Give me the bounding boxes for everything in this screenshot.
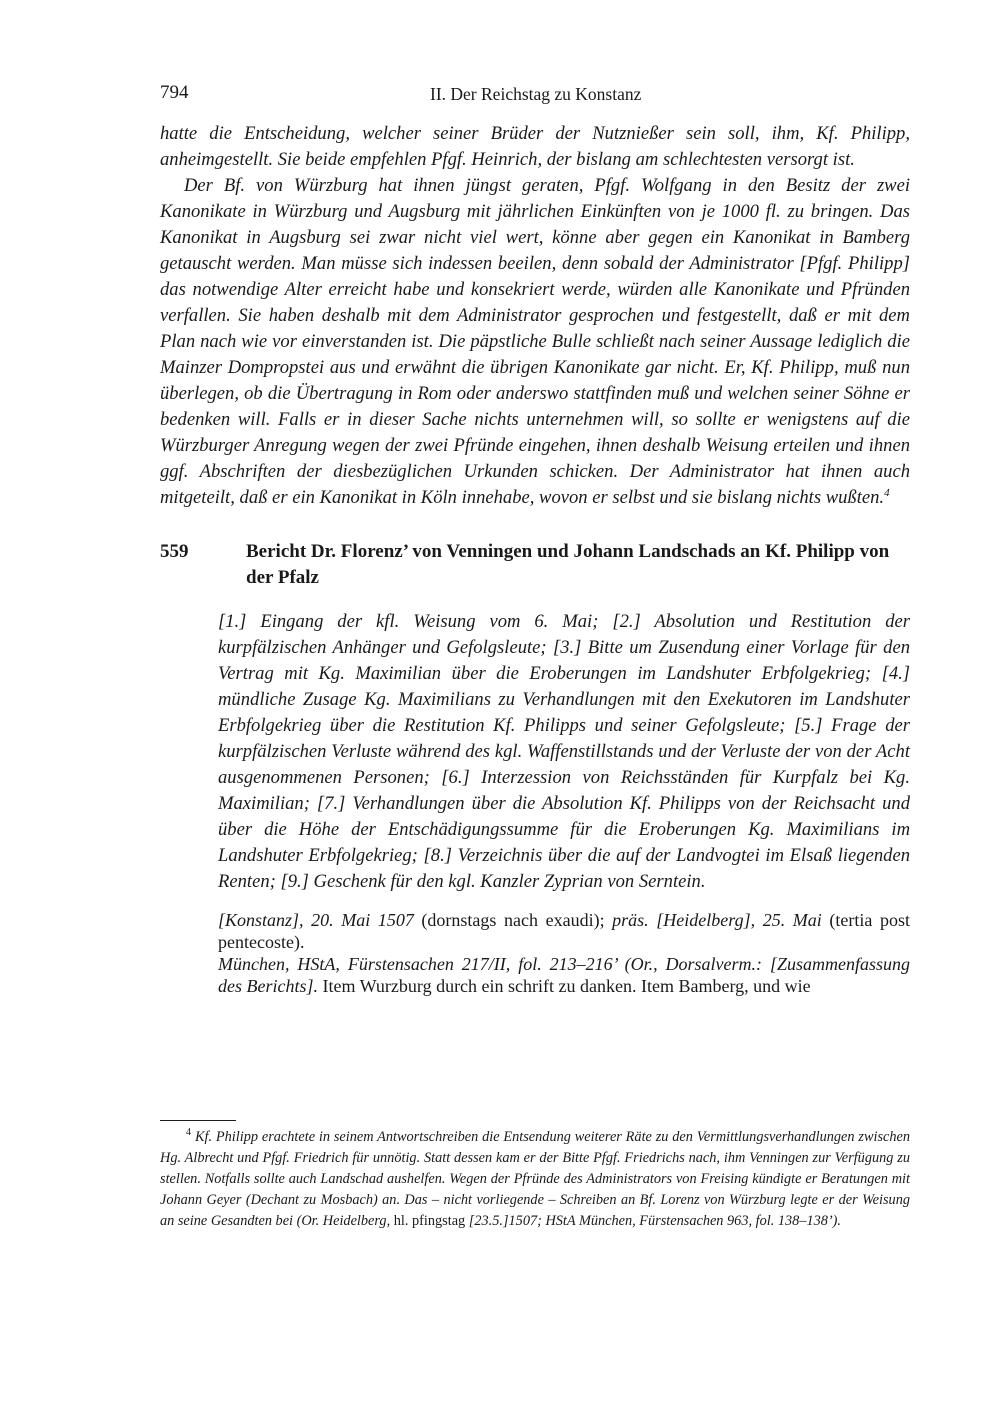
date-text: [Konstanz], 20. Mai 1507 xyxy=(218,910,414,930)
footnote xyxy=(160,1127,910,1232)
document-entry xyxy=(160,539,910,591)
source-quote: Item Wurzburg durch ein schrift zu danken. Item Bamberg, und wie xyxy=(317,976,811,996)
paragraph xyxy=(160,173,910,511)
source-reference: München, HStA, Fürstensachen 217/II, fol. 213–216’ (Or., Dorsalverm.: [Zusammenfassung des Berichts]. xyxy=(218,954,910,996)
entry-regest: [1.] Eingang der kfl. Weisung vom 6. Mai; [2.] Absolution und Restitution der kurpfälzischen Anhänger und Gefolgsleute; [3.] Bitte um Zusendung einer Vorlage für den Vertrag mit Kg. Maximilian über die Eroberungen im Landshuter Erbfolgekrieg; [4.] mündliche Zusage Kg. Maximilians zu Verhandlungen mit den Exekutoren im Landshuter Erbfolgekrieg über die Restitution Kf. Philipps und seiner Gefolgsleute; [5.] Frage der kurpfälzischen Verluste während des kgl. Waffenstillstands und der Verluste der von der Acht ausgenommenen Personen; [6.] Interzession von Reichsständen für Kurpfalz bei Kg. Maximilian; [7.] Verhandlungen über die Absolution Kf. Philipps von der Reichsacht und über die Höhe der Entschädigungssumme für die Eroberungen Kg. Maximilians im Landshuter Erbfolgekrieg; [8.] Verzeichnis über die auf der Landvogtei im Elsaß liegenden Renten; [9.] Geschenk für den kgl. Kanzler Zyprian von Serntein. xyxy=(218,611,910,892)
footnote-text-end: [23.5.]1507; HStA München, Fürstensachen 963, fol. 138–138’). xyxy=(468,1213,842,1229)
paragraph-text: Der Bf. von Würzburg hat ihnen jüngst geraten, Pfgf. Wolfgang in den Besitz der zwei Kanonikate in Würzburg und Augsburg mit jährlichen Einkünften von je 1000 fl. zu bringen. Das Kanonikat in Augsburg sei zwar nicht viel wert, könne aber gegen ein Kanonikat in Bamberg getauscht werden. Man müsse sich indessen beeilen, denn sobald der Administrator [Pfgf. Philipp] das notwendige Alter erreicht habe und konsekriert werde, würden alle Kanonikate und Pfründen verfallen. Sie haben deshalb mit dem Administrator gesprochen und festgestellt, daß er mit dem Plan nach wie vor einverstanden ist. Die päpstliche Bulle schließt nach seiner Aussage lediglich die Mainzer Dompropstei aus und erwähnt die übrigen Kanonikate gar nicht. Er, Kf. Philipp, muß nun überlegen, ob die Übertragung in Rom oder anderswo stattfinden muß und welchen seiner Söhne er bedenken will. Falls er in dieser Sache nichts unternehmen will, so sollte er wenigstens auf die Würzburger Anregung wegen der zwei Pfründe eingehen, ihnen deshalb Weisung erteilen und ihnen ggf. Abschriften der diesbezüglichen Urkunden schicken. Der Administrator hat ihnen auch mitgeteilt, daß er ein Kanonikat in Köln innehabe, wovon er selbst und sie bislang nichts wußten. xyxy=(160,175,910,508)
footnote-text: Kf. Philipp erachtete in seinem Antwortschreiben die Entsendung weiterer Räte zu den Vermittlungsverhandlungen zwischen Hg. Albrecht und Pfgf. Friedrich für unnötig. Statt dessen kam er der Bitte Pfgf. Friedrichs nach, ihm Venningen zur Verfügung zu stellen. Notfalls sollte auch Landschad aushelfen. Wegen der Pfründe des Administrators von Freising kündigte er Beratungen mit Johann Geyer (Dechant zu Mosbach) an. Das – nicht vorliegende – Schreiben an Bf. Lorenz von Würzburg legte er der Weisung an seine Gesandten bei (Or. Heidelberg, xyxy=(160,1129,910,1229)
footnote-quote: hl. pfingstag xyxy=(390,1213,469,1229)
source-line xyxy=(218,953,910,997)
entry-number: 559 xyxy=(160,541,189,562)
running-title: II. Der Reichstag zu Konstanz xyxy=(430,84,642,104)
page-body xyxy=(160,78,910,997)
footnote-rule xyxy=(160,1120,236,1121)
presentation-date: präs. [Heidelberg], 25. Mai xyxy=(612,910,822,930)
paragraph: hatte die Entscheidung, welcher seiner Brüder der Nutznießer sein soll, ihm, Kf. Philipp, anheimgestellt. Sie beide empfehlen Pfgf. Heinrich, der bislang am schlechtesten versorgt ist. xyxy=(160,123,910,170)
running-header xyxy=(160,78,910,108)
footnote-reference: 4 xyxy=(884,486,890,499)
footnote-mark: 4 xyxy=(186,1127,191,1139)
presentation-quote: (tertia post pentecoste). xyxy=(218,910,910,952)
entry-title: Bericht Dr. Florenz’ von Venningen und Johann Landschads an Kf. Philipp von der Pfalz xyxy=(246,541,890,588)
date-quote: (dornstags nach exaudi); xyxy=(413,910,613,930)
date-line xyxy=(218,909,910,953)
page-number: 794 xyxy=(160,82,189,103)
continuation-text xyxy=(160,121,910,511)
entry-metadata xyxy=(218,909,910,997)
